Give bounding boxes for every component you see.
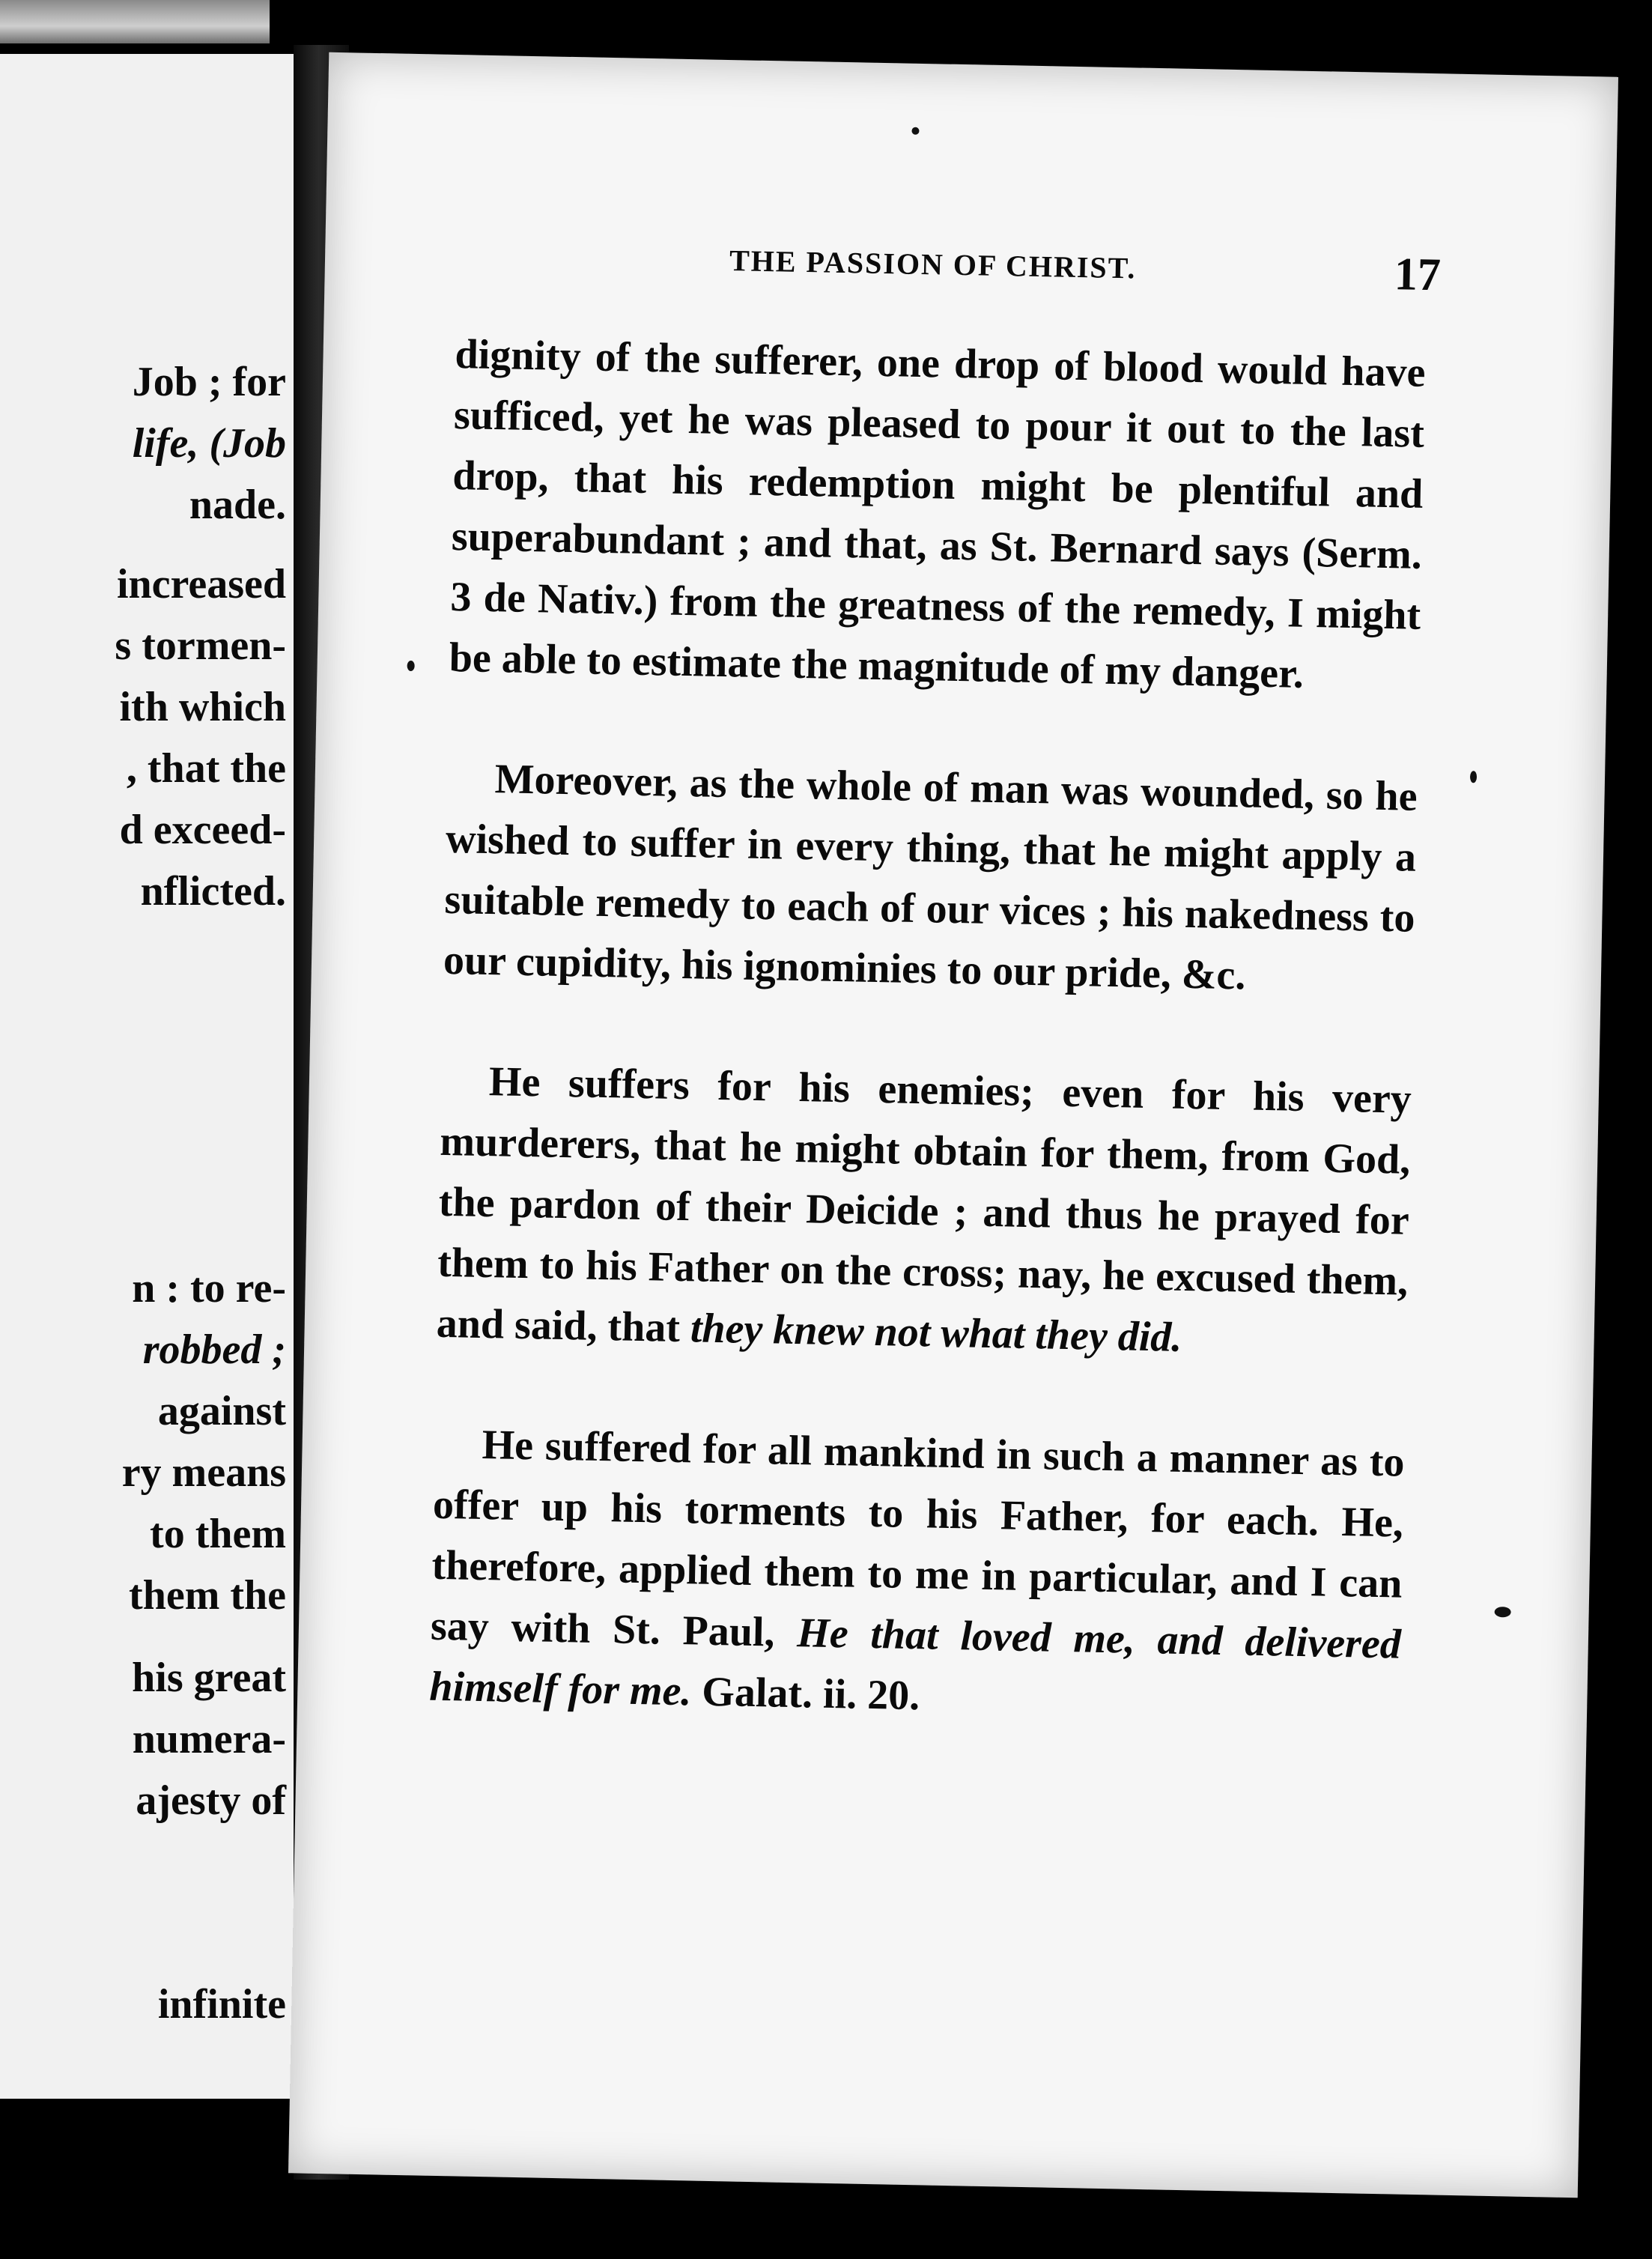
- paragraph-text: He suffered for all mankind in such a manner as to offer up his torments to his Father, for each. He, therefore, applied them to me in particular, and I can say with St. Paul,: [430, 1422, 1406, 1656]
- left-page-line: ith which: [119, 684, 286, 730]
- left-page-line: s tormen-: [115, 622, 286, 669]
- paragraph-text: Moreover, as the whole of man was wounded, so he wished to suffer in every thing, that he might apply a suitable remedy to each of our vices ; his nakedness to our cupidity, his ignominies to our pride, &c.: [443, 756, 1418, 999]
- scan-speck: [1470, 771, 1477, 783]
- left-page-line: infinite: [157, 1981, 286, 2028]
- scan-speck: [1495, 1607, 1511, 1617]
- left-page-line: nflicted.: [140, 868, 286, 915]
- left-page-line: , that the: [126, 745, 286, 792]
- torn-paper-scrap: [0, 0, 270, 43]
- paragraph: [449, 324, 1426, 707]
- left-page-line: ry means: [121, 1449, 286, 1496]
- left-page-line: numera-: [132, 1716, 286, 1762]
- left-page-line: ajesty of: [136, 1777, 286, 1824]
- scan-speck: [407, 661, 415, 671]
- paragraph-text: dignity of the sufferer, one drop of blood would have sufficed, yet he was pleased to pour it out to the last drop, that his redemption might be plentiful and superabundant ; and that, as St. Bernard says (Serm. 3 de Nativ.) from the greatness of the remedy, I might be able to estimate the magnitude of my danger.: [449, 331, 1426, 697]
- right-page: [288, 52, 1618, 2198]
- left-page-line: increased: [116, 561, 286, 607]
- paragraph: [429, 1414, 1406, 1736]
- italic-quotation: they knew not what they did.: [690, 1305, 1182, 1361]
- scripture-citation: Galat. ii. 20.: [701, 1668, 920, 1720]
- italic-quotation: He that loved me, and delivered himself for me.: [428, 1610, 1402, 1715]
- paragraph-text: He suffers for his enemies; even for his very murderers, that he might obtain for them, from God, the pardon of their Deicide ; and thus he prayed for them to his Father on the cross; nay, he excused them, and said, that: [436, 1058, 1412, 1352]
- running-head: THE PASSION OF CHRIST.: [729, 243, 1137, 285]
- left-page-line: d exceed-: [119, 807, 286, 853]
- left-page-line: robbed ;: [142, 1326, 286, 1373]
- left-page-line: against: [157, 1388, 286, 1434]
- left-page-line: Job ; for: [132, 359, 286, 405]
- left-page-line: to them: [150, 1511, 286, 1557]
- left-page-line: n : to re-: [132, 1265, 286, 1312]
- paragraph: [443, 748, 1418, 1010]
- left-page-line: life, (Job: [132, 420, 286, 467]
- page-number: 17: [1394, 249, 1442, 301]
- left-page-line: them the: [129, 1572, 286, 1619]
- left-page-line: nade.: [189, 482, 286, 528]
- scan-speck: [911, 127, 919, 135]
- left-page: [0, 54, 297, 2099]
- left-page-line: his great: [132, 1655, 286, 1701]
- page-header: [324, 228, 1615, 312]
- paragraph: [436, 1051, 1412, 1373]
- page-body: [429, 324, 1426, 1736]
